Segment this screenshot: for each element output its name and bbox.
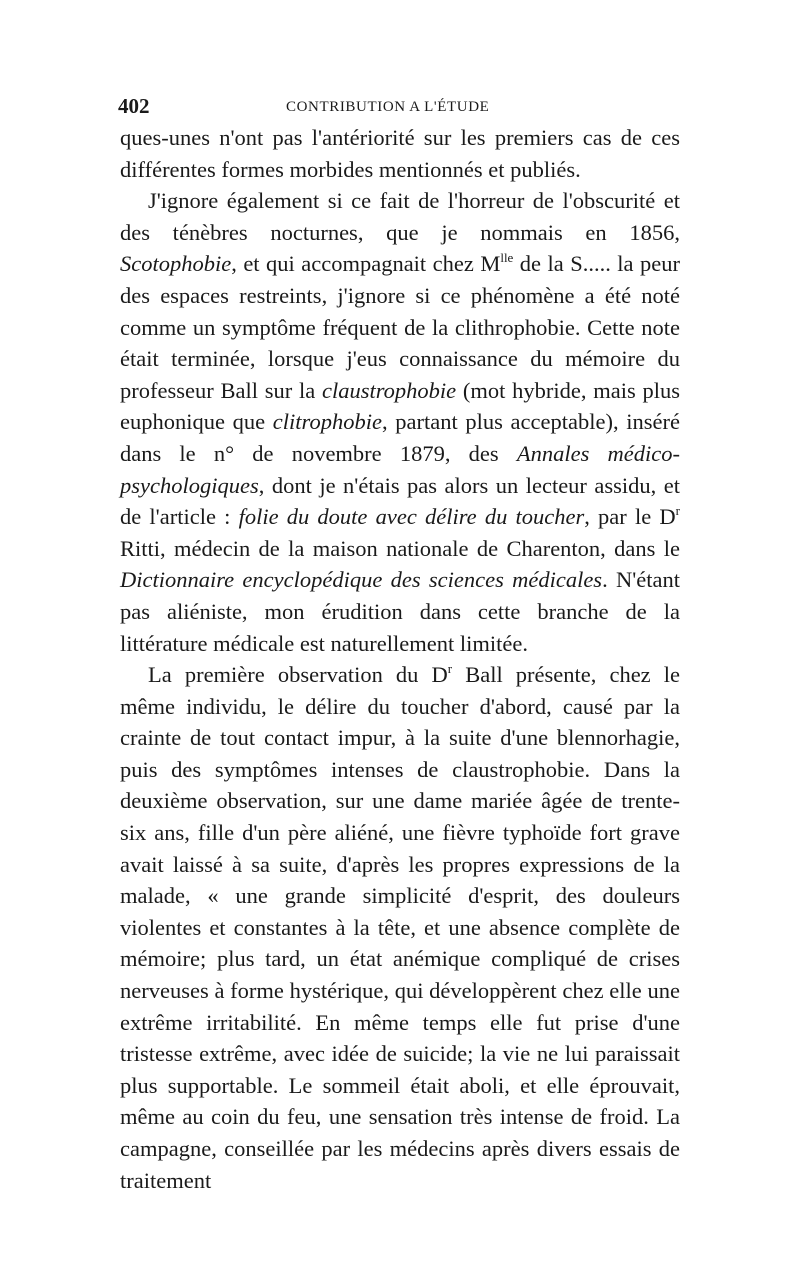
text-run: ques-unes n'ont pas l'antériorité sur les premiers cas de ces différentes formes morbides mentionnés et publiés. [120, 125, 680, 182]
superscript-text: r [447, 661, 453, 677]
body-text [120, 122, 680, 1196]
italic-text: Dictionnaire encyclopédique des sciences médicales [120, 567, 603, 593]
text-run: , partant plus acceptable), inséré dans le n° de novembre 1879, des [120, 409, 680, 466]
superscript-text: lle [500, 250, 514, 266]
text-run: Ritti, médecin de la maison nationale de Charenton, dans le [120, 535, 680, 561]
page-number: 402 [118, 94, 150, 118]
text-run: J'ignore également si ce fait de l'horreur de l'obscurité et des ténèbres nocturnes, que je nommais en 1856, [120, 188, 680, 245]
text-run: (mot hybride, mais plus euphonique que [120, 377, 680, 435]
text-run: , dont je n'étais pas alors un lecteur assidu, et de l'article : [120, 472, 680, 530]
text-run: . N'étant pas aliéniste, mon érudition dans cette branche de la littérature médicale est naturellement limitée. [120, 567, 681, 656]
paragraph [120, 659, 680, 1196]
text-run: La première observation du D [148, 662, 448, 688]
page-header [118, 92, 684, 120]
paragraph [120, 122, 680, 185]
paragraph [120, 185, 680, 659]
text-run: Ball présente, chez le même individu, le délire du toucher d'abord, causé par la crainte de tout contact impur, à la suite d'une blennorhagie, puis des symptômes intenses de claustrophobie. Dans la deuxième observation, sur une dame mariée âgée de trente-six ans, fille d'un père aliéné, une fièvre typhoïde fort grave avait laissé à sa suite, d'après les propres expressions de la malade, « une grande simplicité d'esprit, des douleurs violentes et constantes à la tête, et une absence complète de mémoire; plus tard, un état anémique compliqué de crises nerveuses à forme hystérique, qui développèrent chez elle une extrême irritabilité. En même temps elle fut prise d'une tristesse extrême, avec idée de suicide; la vie ne lui paraissait plus supportable. Le sommeil était aboli, et elle éprouvait, même au coin du feu, une sensation très intense de froid. La campagne, conseillée par les médecins après divers essais de traitement [120, 662, 680, 1193]
running-title: CONTRIBUTION A L'ÉTUDE [286, 99, 490, 115]
superscript-text: r [675, 503, 680, 519]
text-run: de la S..... la peur des espaces restreints, j'ignore si ce phénomène a été noté comme un symptôme fréquent de la clithrophobie. Cette note était terminée, lorsque j'eus connaissance du mémoire du professeur Ball sur la [120, 251, 680, 403]
text-run: , par le D [584, 504, 676, 530]
italic-text: Annales médico-psychologiques [120, 440, 680, 498]
italic-text: clitrophobie [272, 409, 382, 435]
text-run: , et qui accompagnait chez M [231, 251, 501, 277]
italic-text: Scotophobie [120, 251, 232, 277]
italic-text: claustrophobie [321, 377, 457, 403]
italic-text: folie du doute avec délire du toucher [238, 504, 585, 530]
